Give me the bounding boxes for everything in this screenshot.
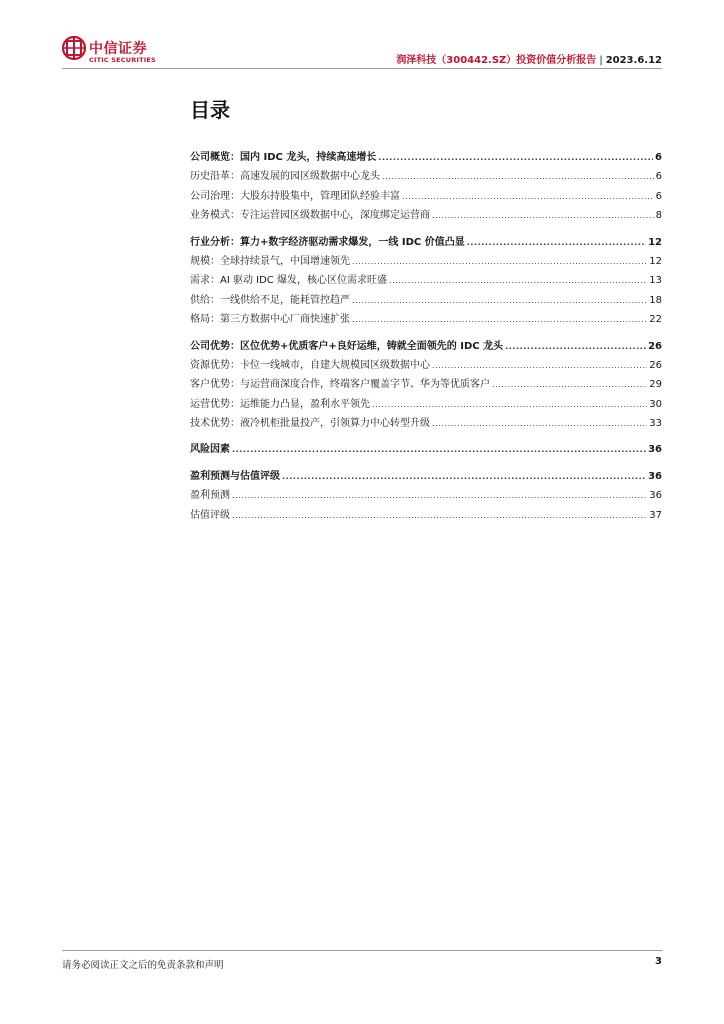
leader-dots bbox=[372, 395, 647, 414]
toc-entry[interactable] bbox=[190, 291, 662, 310]
leader-dots bbox=[505, 337, 646, 356]
page-number: 3 bbox=[655, 956, 662, 967]
footer-disclaimer: 请务必阅读正文之后的免责条款和声明 bbox=[62, 960, 224, 971]
toc-entry-page: 36 bbox=[648, 470, 662, 482]
citic-logo-icon bbox=[62, 36, 86, 60]
leader-dots bbox=[232, 440, 646, 459]
toc-entry[interactable] bbox=[190, 375, 662, 394]
citic-logo bbox=[62, 34, 172, 68]
toc-entry[interactable] bbox=[190, 356, 662, 375]
toc-entry-main[interactable] bbox=[190, 467, 662, 486]
toc-entry-title: 资源优势：卡位一线城市，自建大规模园区级数据中心 bbox=[190, 359, 430, 371]
leader-dots bbox=[232, 506, 647, 525]
table-of-contents bbox=[190, 148, 662, 525]
toc-entry-main[interactable] bbox=[190, 440, 662, 459]
toc-entry-page: 30 bbox=[649, 398, 662, 410]
title-separator: | bbox=[599, 55, 603, 66]
toc-entry-page: 18 bbox=[649, 294, 662, 306]
toc-entry[interactable] bbox=[190, 206, 662, 225]
toc-entry-page: 36 bbox=[648, 444, 662, 456]
leader-dots bbox=[382, 167, 654, 186]
report-title-text: 润泽科技（300442.SZ）投资价值分析报告 bbox=[396, 55, 597, 66]
toc-entry-page: 6 bbox=[655, 152, 662, 163]
logo-name-cn: 中信证券 bbox=[89, 41, 147, 57]
leader-dots bbox=[492, 375, 647, 394]
leader-dots bbox=[282, 467, 646, 486]
toc-entry-title: 客户优势：与运营商深度合作，终端客户覆盖字节、华为等优质客户 bbox=[190, 379, 490, 391]
toc-entry-page: 36 bbox=[649, 490, 662, 502]
toc-entry-title: 供给：一线供给不足，能耗管控趋严 bbox=[190, 294, 350, 306]
toc-entry[interactable] bbox=[190, 414, 662, 433]
toc-entry[interactable] bbox=[190, 187, 662, 206]
footer-divider bbox=[62, 950, 662, 951]
toc-entry[interactable] bbox=[190, 252, 662, 271]
toc-entry-page: 33 bbox=[649, 418, 662, 430]
toc-entry-title: 行业分析：算力+数字经济驱动需求爆发，一线 IDC 价值凸显 bbox=[190, 236, 465, 248]
leader-dots bbox=[432, 414, 647, 433]
toc-entry-page: 22 bbox=[649, 314, 662, 326]
leader-dots bbox=[402, 187, 654, 206]
toc-entry-page: 6 bbox=[655, 190, 662, 202]
leader-dots bbox=[432, 206, 654, 225]
report-title bbox=[396, 51, 662, 66]
toc-entry-title: 运营优势：运维能力凸显，盈利水平领先 bbox=[190, 398, 370, 410]
toc-entry-page: 13 bbox=[649, 275, 662, 287]
toc-entry[interactable] bbox=[190, 167, 662, 186]
page-header bbox=[62, 34, 662, 69]
toc-entry-main[interactable] bbox=[190, 337, 662, 356]
leader-dots bbox=[389, 271, 647, 290]
toc-entry-title: 公司优势：区位优势+优质客户+良好运维，铸就全面领先的 IDC 龙头 bbox=[190, 340, 504, 352]
toc-entry-title: 业务模式：专注运营园区级数据中心，深度绑定运营商 bbox=[190, 210, 430, 222]
toc-entry-title: 盈利预测与估值评级 bbox=[190, 470, 280, 482]
toc-entry-page: 12 bbox=[648, 236, 662, 248]
report-date: 2023.6.12 bbox=[605, 55, 662, 66]
toc-entry-title: 公司概览：国内 IDC 龙头，持续高速增长 bbox=[190, 152, 377, 163]
toc-entry-title: 规模：全球持续景气，中国增速领先 bbox=[190, 255, 350, 267]
leader-dots bbox=[432, 356, 647, 375]
toc-entry-title: 格局：第三方数据中心厂商快速扩张 bbox=[190, 314, 350, 326]
toc-entry-page: 26 bbox=[649, 359, 662, 371]
toc-entry-page: 29 bbox=[649, 379, 662, 391]
leader-dots bbox=[352, 252, 647, 271]
toc-entry[interactable] bbox=[190, 395, 662, 414]
leader-dots bbox=[232, 486, 647, 505]
toc-entry-page: 12 bbox=[649, 255, 662, 267]
toc-entry-title: 风险因素 bbox=[190, 444, 230, 456]
toc-entry[interactable] bbox=[190, 486, 662, 505]
toc-heading: 目录 bbox=[190, 98, 230, 122]
leader-dots bbox=[352, 291, 647, 310]
toc-entry-page: 37 bbox=[649, 509, 662, 521]
toc-entry-title: 历史沿革：高速发展的园区级数据中心龙头 bbox=[190, 171, 380, 183]
leader-dots bbox=[467, 233, 646, 252]
toc-entry-title: 技术优势：液冷机柜批量投产，引领算力中心转型升级 bbox=[190, 418, 430, 430]
leader-dots bbox=[352, 310, 647, 329]
toc-entry-main[interactable] bbox=[190, 148, 662, 167]
logo-name-en: CITIC SECURITIES bbox=[89, 56, 156, 64]
toc-entry-title: 盈利预测 bbox=[190, 490, 230, 502]
toc-entry[interactable] bbox=[190, 310, 662, 329]
toc-entry[interactable] bbox=[190, 506, 662, 525]
toc-entry-page: 26 bbox=[648, 340, 662, 352]
toc-entry-page: 8 bbox=[655, 210, 662, 222]
toc-entry-title: 估值评级 bbox=[190, 509, 230, 521]
toc-entry[interactable] bbox=[190, 271, 662, 290]
toc-entry-main[interactable] bbox=[190, 233, 662, 252]
toc-entry-title: 需求：AI 驱动 IDC 爆发，核心区位需求旺盛 bbox=[190, 275, 387, 287]
leader-dots bbox=[378, 148, 653, 167]
toc-entry-page: 6 bbox=[655, 171, 662, 183]
toc-entry-title: 公司治理：大股东持股集中，管理团队经验丰富 bbox=[190, 190, 400, 202]
